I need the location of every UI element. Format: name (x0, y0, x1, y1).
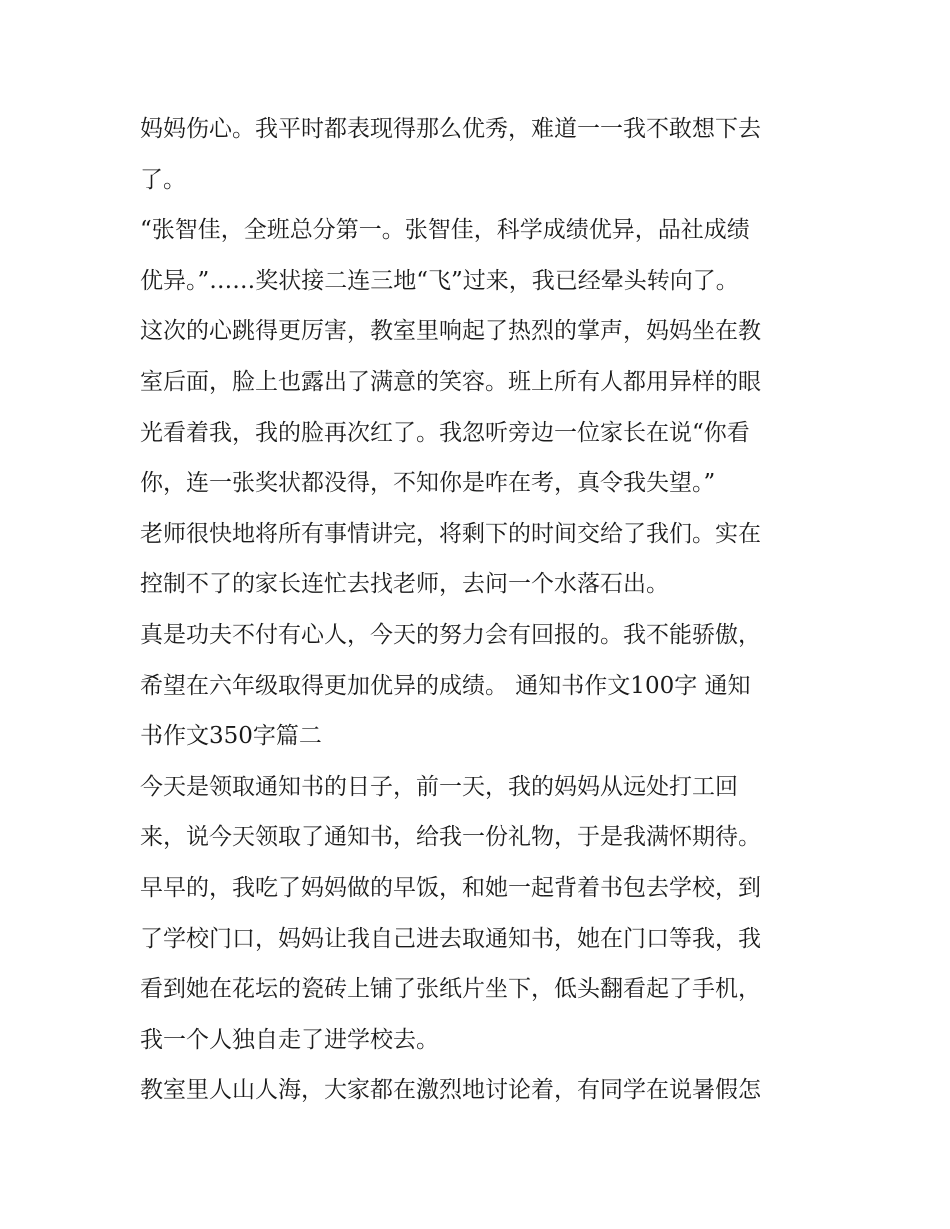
text-line: 早早的，我吃了妈妈做的早饭，和她一起背着书包去学校，到 (140, 874, 761, 901)
text-line: 这次的心跳得更厉害，教室里响起了热烈的掌声，妈妈坐在教 (140, 318, 761, 345)
text-line: 优异。”……奖状接二连三地“飞”过来，我已经晕头转向了。 (140, 267, 739, 294)
text-line: 光看着我，我的脸再次红了。我忽听旁边一位家长在说“你看 (140, 419, 750, 446)
text-line: 室后面，脸上也露出了满意的笑容。班上所有人都用异样的眼 (140, 368, 761, 395)
text-line: 教室里人山人海，大家都在激烈地讨论着，有同学在说暑假怎 (140, 1077, 761, 1104)
text-line: 妈妈伤心。我平时都表现得那么优秀，难道一一我不敢想下去 (140, 116, 761, 142)
text-line: 了。 (140, 166, 186, 193)
text-line: “张智佳，全班总分第一。张智佳，科学成绩优异，品社成绩 (140, 217, 750, 244)
text-line: 了学校门口，妈妈让我自己进去取通知书，她在门口等我，我 (140, 925, 761, 952)
text-line: 看到她在花坛的瓷砖上铺了张纸片坐下，低头翻看起了手机， (140, 976, 761, 1003)
body-text (140, 104, 820, 1116)
text-line: 你，连一张奖状都没得，不知你是咋在考，真令我失望。” (140, 470, 716, 497)
text-line: 控制不了的家长连忙去找老师，去问一个水落石出。 (140, 571, 669, 598)
text-line: 真是功夫不付有心人，今天的努力会有回报的。我不能骄傲， (140, 621, 761, 648)
text-line: 书作文350字篇二 (140, 723, 322, 750)
text-line: 希望在六年级取得更加优异的成绩。 通知书作文100字 通知 (140, 672, 751, 699)
text-line: 今天是领取通知书的日子，前一天，我的妈妈从远处打工回 (140, 773, 738, 800)
text-line: 我一个人独自走了进学校去。 (140, 1026, 439, 1053)
text-line: 老师很快地将所有事情讲完，将剩下的时间交给了我们。实在 (140, 520, 761, 547)
text-line: 来，说今天领取了通知书，给我一份礼物，于是我满怀期待。 (140, 824, 761, 851)
